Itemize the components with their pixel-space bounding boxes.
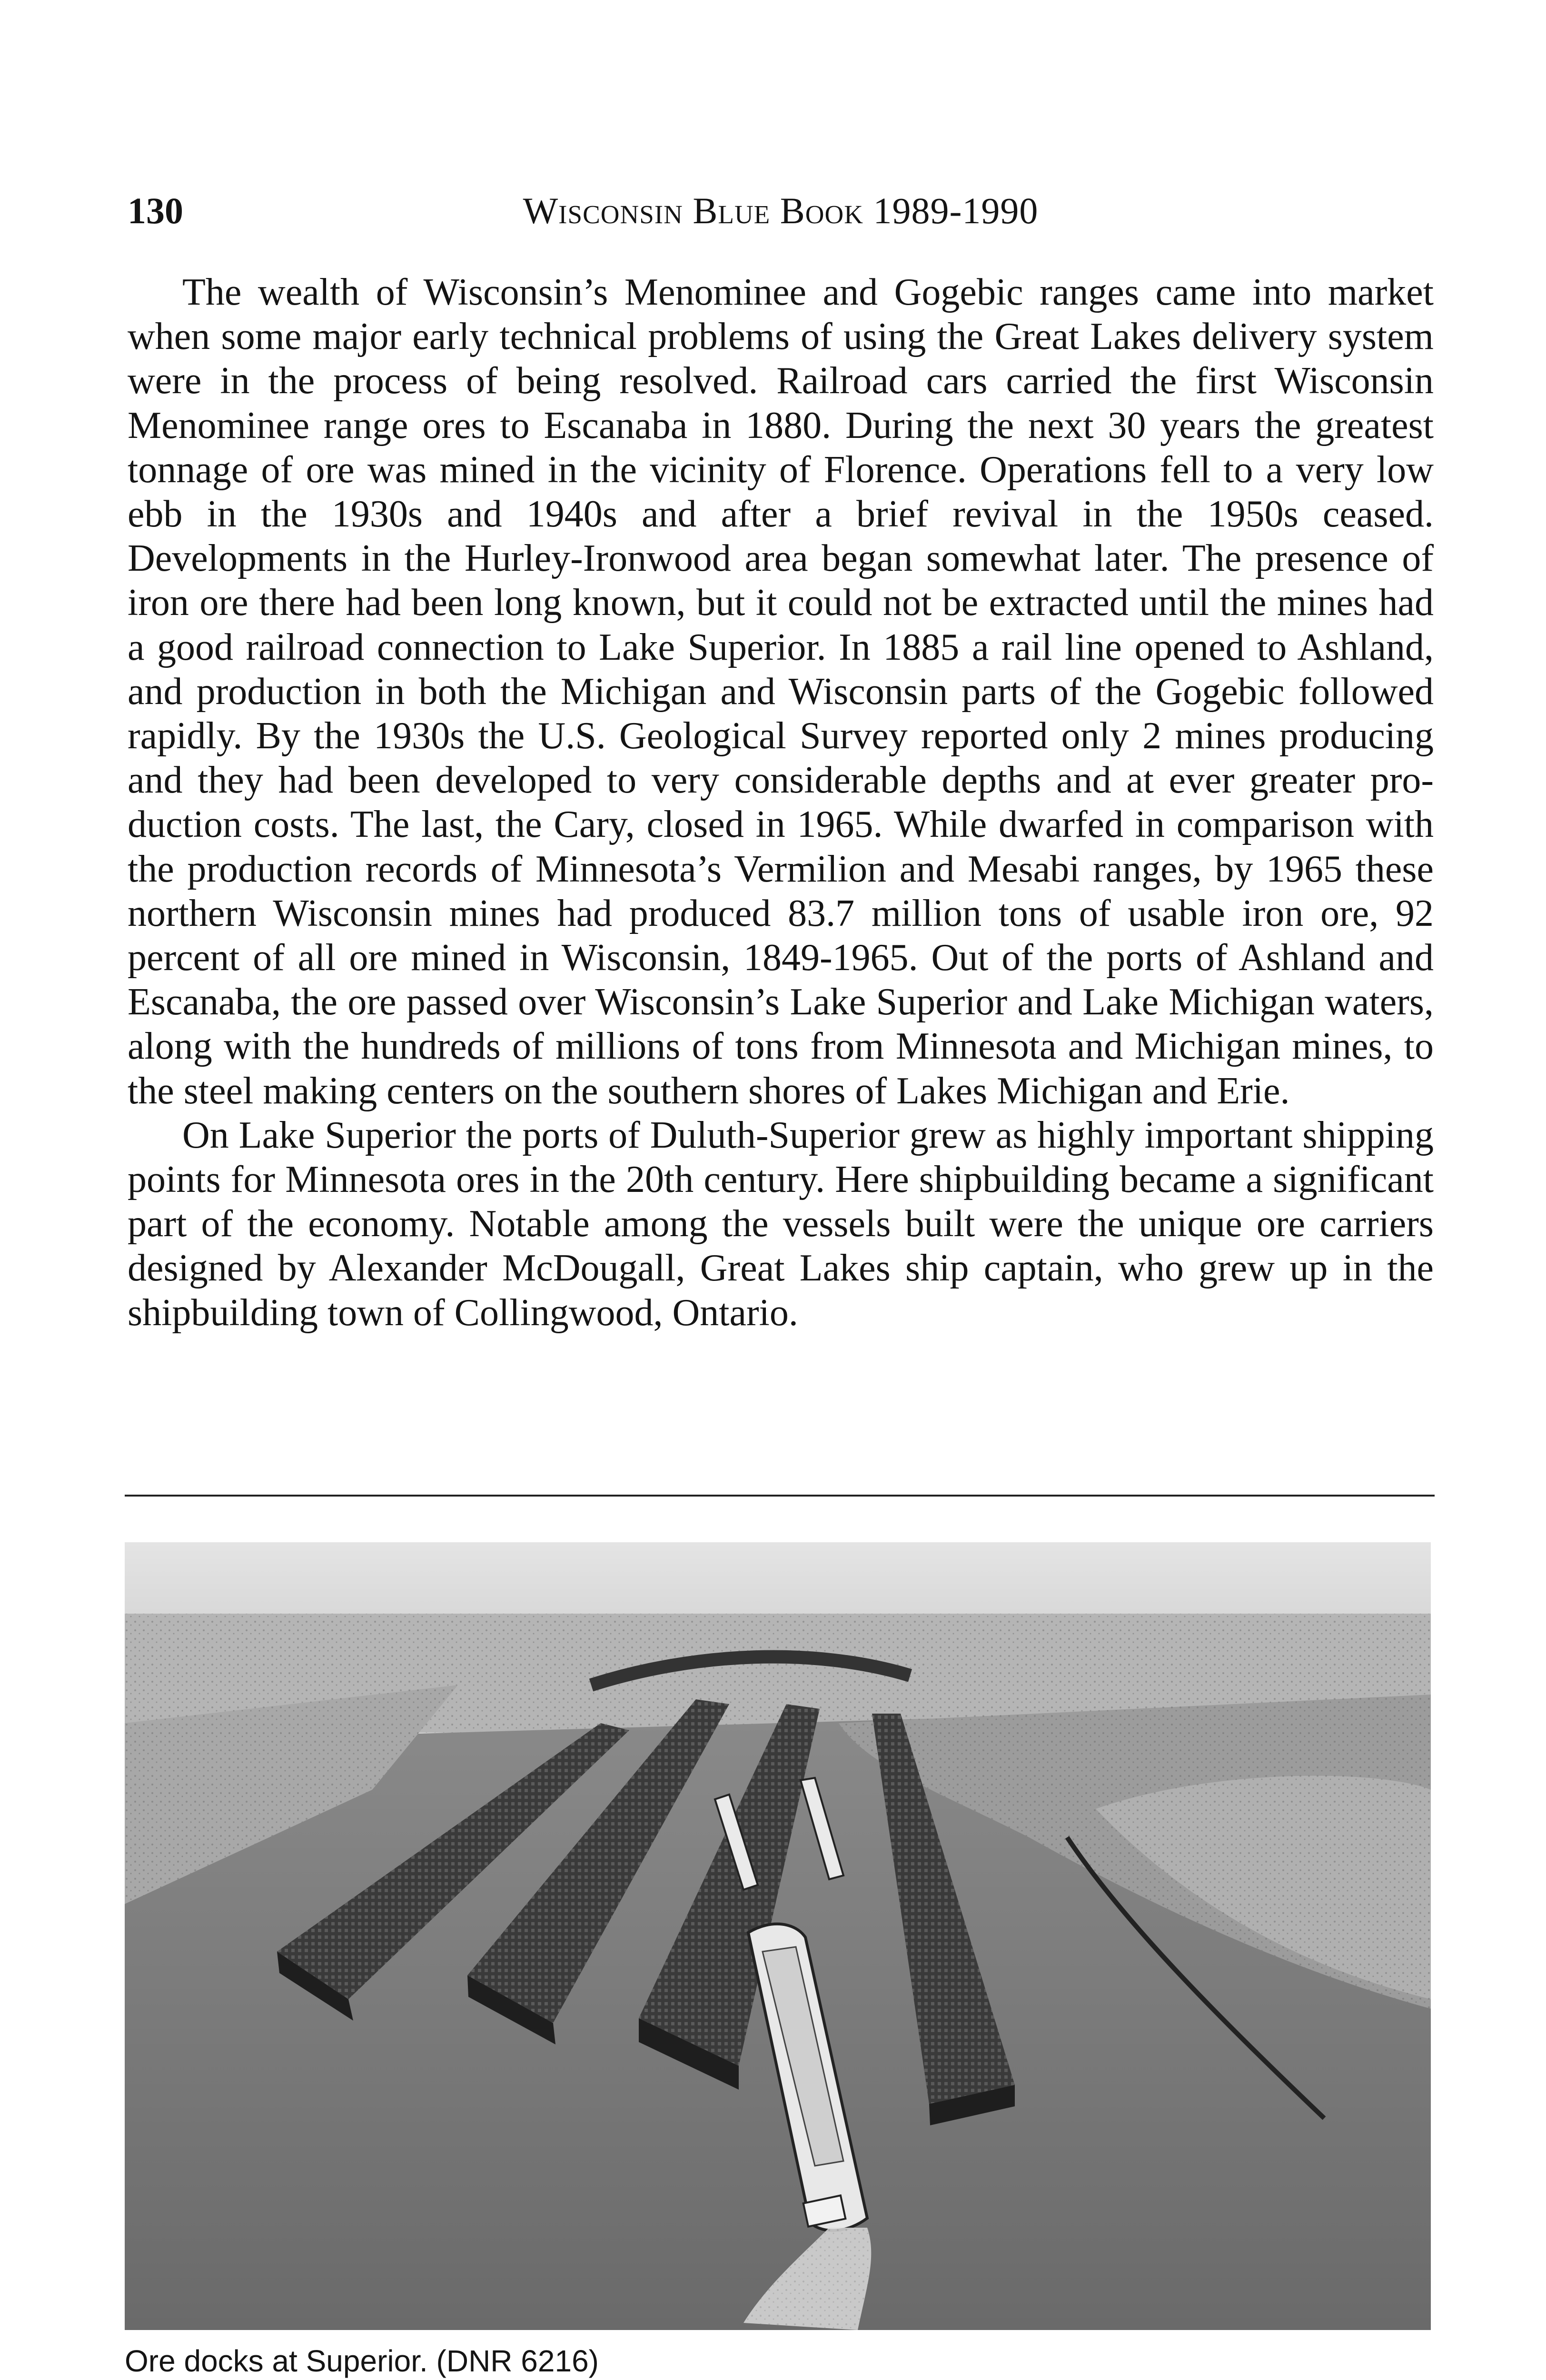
- ore-docks-photo: [125, 1542, 1431, 2330]
- figure-caption: Ore docks at Superior. (DNR 6216): [125, 2344, 599, 2378]
- paragraph-1: The wealth of Wisconsin’s Menominee and Gogebic ranges came into market when some major early technical problems of using the Great Lakes delivery system were in the process of being resolved. Railroad cars carried the first Wisconsin Menominee range ores to Escanaba in 1880. During the next 30 years the greatest tonnage of ore was mined in the vicinity of Florence. Operations fell to a very low ebb in the 1930s and 1940s and after a brief revival in the 1950s ceased. Developments in the Hurley-Ironwood area began somewhat later. The presence of iron ore there had been long known, but it could not be extracted until the mines had a good railroad connection to Lake Superior. In 1885 a rail line opened to Ashland, and production in both the Michigan and Wisconsin parts of the Gogebic followed rapidly. By the 1930s the U.S. Geological Survey reported only 2 mines producing and they had been developed to very considerable depths and at ever greater production costs. The last, the Cary, closed in 1965. While dwarfed in comparison with the production records of Minnesota’s Vermilion and Mesabi ranges, by 1965 these northern Wisconsin mines had produced 83.7 million tons of usable iron ore, 92 percent of all ore mined in Wisconsin, 1849-1965. Out of the ports of Ashland and Escanaba, the ore passed over Wisconsin’s Lake Superior and Lake Michigan waters, along with the hundreds of millions of tons from Minnesota and Michigan mines, to the steel making centers on the southern shores of Lakes Michigan and Erie.: [128, 271, 1434, 1112]
- page-number: 130: [128, 190, 183, 231]
- ore-docks-photo-illustration: [125, 1542, 1431, 2330]
- section-divider: [125, 1495, 1435, 1497]
- running-head: Wisconsin Blue Book 1989-1990: [523, 190, 1039, 231]
- body-text: [128, 270, 1434, 1335]
- paragraph-2: On Lake Superior the ports of Duluth-Superior grew as highly important shipping points for Minnesota ores in the 20th century. Here shipbuilding became a significant part of the economy. Notable among the vessels built were the unique ore carriers designed by Alexander McDougall, Great Lakes ship captain, who grew up in the shipbuilding town of Collingwood, Ontario.: [128, 1114, 1434, 1334]
- page-header: [128, 185, 1434, 237]
